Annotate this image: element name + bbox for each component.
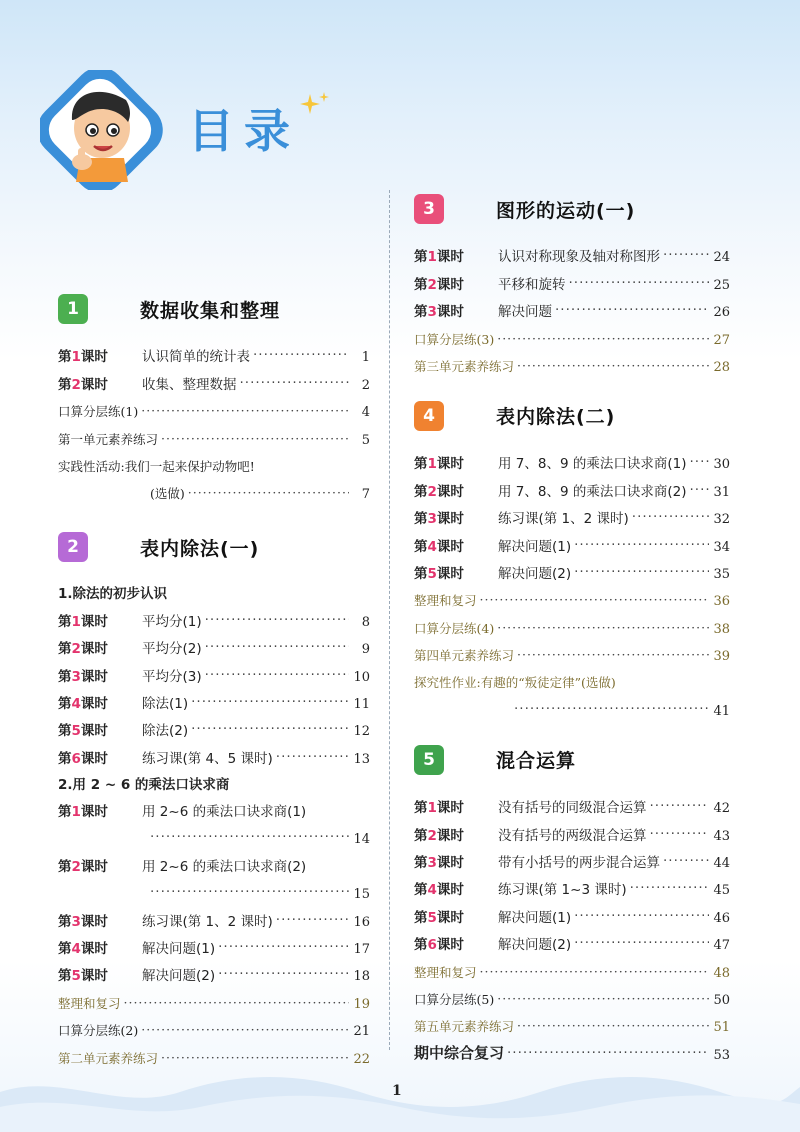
column-divider	[389, 190, 390, 1050]
toc-entry[interactable]: 整理和复习 ····· 19	[58, 984, 370, 1011]
unit-number-badge: 1	[58, 294, 88, 324]
toc-entry[interactable]: 期中综合复习 ····· 53	[414, 1035, 730, 1062]
toc-entry[interactable]: 第6课时 练习课(第 4、5 课时) ····· 13	[58, 739, 370, 766]
toc-entry[interactable]: 第四单元素养练习 ····· 39	[414, 637, 730, 664]
toc-entry[interactable]: 第2课时 没有括号的两级混合运算 ····· 43	[414, 816, 730, 843]
page-title: 目录	[188, 104, 300, 158]
page-number: 1	[392, 1083, 402, 1099]
toc-entry-continued[interactable]: ····· 15	[58, 875, 370, 902]
toc-entry[interactable]: 整理和复习 ····· 48	[414, 953, 730, 980]
toc-entry[interactable]: 第3课时 练习课(第 1、2 课时) ····· 32	[414, 500, 730, 527]
toc-entry[interactable]: 第一单元素养练习 ····· 5	[58, 420, 370, 447]
toc-entry[interactable]: 实践性活动:我们一起来保护动物吧!	[58, 458, 255, 474]
toc-entry[interactable]: 探究性作业:有趣的“叛徒定律”(选做)	[414, 675, 616, 691]
toc-entry[interactable]: 第1课时 认识简单的统计表 ····· 1	[58, 338, 370, 365]
unit-title: 表内除法(二)	[496, 406, 616, 429]
unit-2	[58, 528, 370, 1066]
sparkle-icon	[298, 90, 332, 120]
section-heading: 2.用 2 ~ 6 的乘法口诀求商	[58, 776, 230, 793]
toc-entry[interactable]: 第2课时 平移和旋转 ····· 25	[414, 265, 730, 292]
toc-entry[interactable]: 第1课时 平均分(1) ····· 8	[58, 602, 370, 629]
boy-mascot-icon	[40, 70, 180, 190]
header	[0, 0, 800, 200]
toc-entry[interactable]: 第2课时 收集、整理数据 ····· 2	[58, 365, 370, 392]
toc-entry[interactable]: 第4课时 除法(1) ····· 11	[58, 685, 370, 712]
unit-number-badge: 3	[414, 194, 444, 224]
unit-title: 表内除法(一)	[140, 537, 260, 560]
toc-entry[interactable]: 第3课时 解决问题 ····· 26	[414, 293, 730, 320]
toc-entry[interactable]: 第2课时 用 2~6 的乘法口诀求商(2)	[58, 858, 307, 875]
toc-entry[interactable]: 第五单元素养练习 ····· 51	[414, 1008, 730, 1035]
toc-entry[interactable]: 口算分层练(5) ····· 50	[414, 981, 730, 1008]
toc-entry[interactable]: 口算分层练(1) ····· 4	[58, 393, 370, 420]
unit-1	[58, 290, 370, 502]
toc-entry[interactable]: 第3课时 练习课(第 1、2 课时) ····· 16	[58, 902, 370, 929]
unit-number-badge: 4	[414, 401, 444, 431]
section-heading: 1.除法的初步认识	[58, 586, 168, 603]
unit-4	[414, 397, 730, 719]
toc-entry[interactable]: 第4课时 解决问题(1) ····· 17	[58, 930, 370, 957]
toc-entry[interactable]: 口算分层练(2) ····· 21	[58, 1012, 370, 1039]
toc-entry[interactable]: 第1课时 用 2~6 的乘法口诀求商(1)	[58, 804, 307, 821]
toc-entry[interactable]: 整理和复习 ····· 36	[414, 582, 730, 609]
toc-entry[interactable]: 口算分层练(4) ····· 38	[414, 609, 730, 636]
toc-entry-continued[interactable]: ····· 14	[58, 820, 370, 847]
unit-title: 混合运算	[496, 750, 577, 773]
unit-5	[414, 741, 730, 1063]
unit-number-badge: 2	[58, 532, 88, 562]
toc-entry-continued[interactable]: (选做) ····· 7	[58, 475, 370, 502]
toc-entry[interactable]: 第5课时 解决问题(2) ····· 35	[414, 555, 730, 582]
toc-entry[interactable]: 第5课时 解决问题(2) ····· 18	[58, 957, 370, 984]
toc-entry[interactable]: 第3课时 平均分(3) ····· 10	[58, 657, 370, 684]
unit-title: 数据收集和整理	[140, 299, 281, 322]
toc-entry[interactable]: 第6课时 解决问题(2) ····· 47	[414, 926, 730, 953]
toc-entry[interactable]: 第4课时 练习课(第 1~3 课时) ····· 45	[414, 871, 730, 898]
toc-entry[interactable]: 第三单元素养练习 ····· 28	[414, 348, 730, 375]
toc-entry[interactable]: 口算分层练(3) ····· 27	[414, 320, 730, 347]
toc-entry[interactable]: 第1课时 用 7、8、9 的乘法口诀求商(1) ····· 30	[414, 445, 730, 472]
unit-number-badge: 5	[414, 745, 444, 775]
toc-entry[interactable]: 第5课时 解决问题(1) ····· 46	[414, 898, 730, 925]
right-column	[414, 190, 730, 1063]
toc-entry[interactable]: 第5课时 除法(2) ····· 12	[58, 712, 370, 739]
toc-entry-continued[interactable]: ····· 41	[414, 691, 730, 718]
toc-entry[interactable]: 第1课时 没有括号的同级混合运算 ····· 42	[414, 789, 730, 816]
toc-entry[interactable]: 第2课时 平均分(2) ····· 9	[58, 630, 370, 657]
toc-entry[interactable]: 第4课时 解决问题(1) ····· 34	[414, 527, 730, 554]
toc-entry[interactable]: 第二单元素养练习 ····· 22	[58, 1039, 370, 1066]
toc-entry[interactable]: 第1课时 认识对称现象及轴对称图形 ····· 24	[414, 238, 730, 265]
unit-title: 图形的运动(一)	[496, 199, 636, 222]
toc-entry[interactable]: 第2课时 用 7、8、9 的乘法口诀求商(2) ····· 31	[414, 472, 730, 499]
left-column	[58, 290, 370, 1067]
toc-entry[interactable]: 第3课时 带有小括号的两步混合运算 ····· 44	[414, 844, 730, 871]
unit-3	[414, 190, 730, 375]
